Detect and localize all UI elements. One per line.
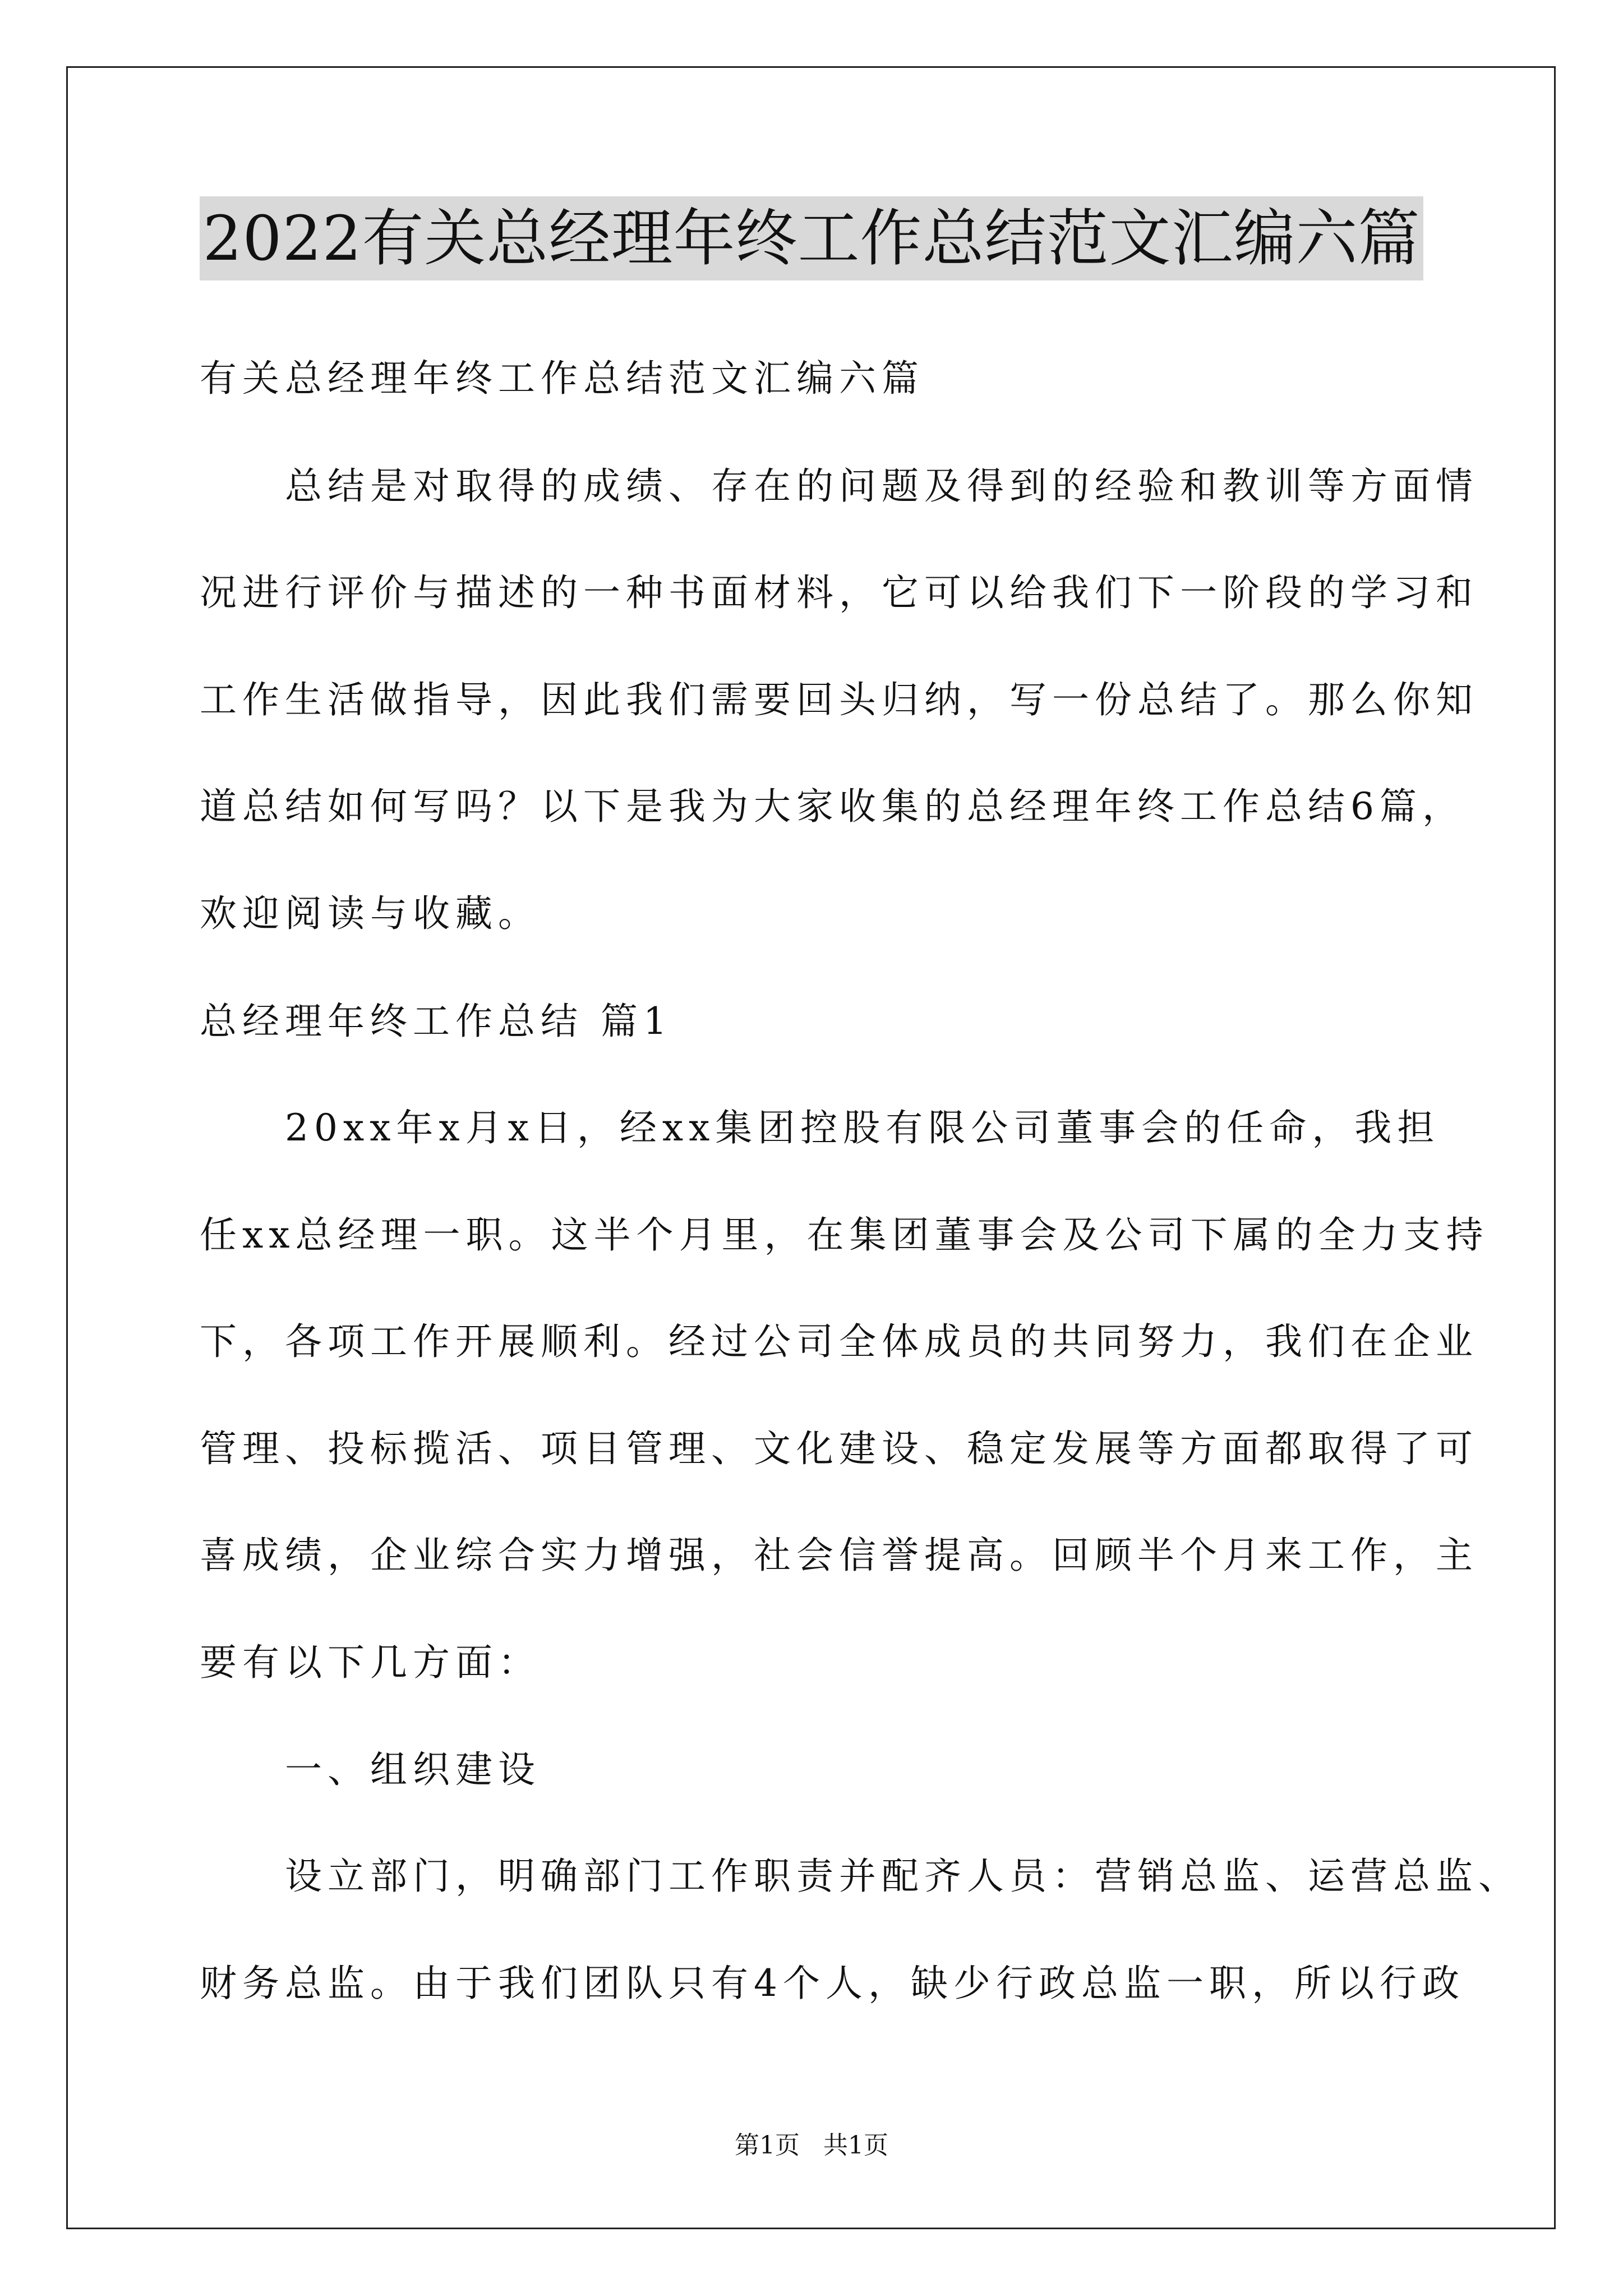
- page-total: 共1页: [823, 2131, 888, 2160]
- paragraph-line: 任xx总经理一职。这半个月里，在集团董事会及公司下属的全力支持: [200, 1213, 1489, 1257]
- paragraph-line: 欢迎阅读与收藏。: [200, 892, 541, 935]
- document-title: 2022有关总经理年终工作总结范文汇编六篇: [200, 196, 1424, 280]
- paragraph-line: 总结是对取得的成绩、存在的问题及得到的经验和教训等方面情: [200, 464, 1478, 508]
- paragraph-line: 设立部门，明确部门工作职责并配齐人员：营销总监、运营总监、: [200, 1855, 1521, 1898]
- paragraph-line: 20xx年x月x日，经xx集团控股有限公司董事会的任命，我担: [200, 1106, 1440, 1149]
- page-number: 第1页: [735, 2131, 800, 2160]
- paragraph-line: 工作生活做指导，因此我们需要回头归纳，写一份总结了。那么你知: [200, 678, 1478, 721]
- subtitle-line: 有关总经理年终工作总结范文汇编六篇: [200, 357, 924, 400]
- paragraph-line: 财务总监。由于我们团队只有4个人，缺少行政总监一职，所以行政: [200, 1962, 1465, 2005]
- paragraph-line: 况进行评价与描述的一种书面材料，它可以给我们下一阶段的学习和: [200, 571, 1478, 614]
- paragraph-line: 道总结如何写吗？以下是我为大家收集的总经理年终工作总结6篇，: [200, 785, 1465, 828]
- paragraph-line: 喜成绩，企业综合实力增强，社会信誉提高。回顾半个月来工作，主: [200, 1534, 1478, 1577]
- paragraph-line: 下，各项工作开展顺利。经过公司全体成员的共同努力，我们在企业: [200, 1320, 1478, 1363]
- title-wrap: [0, 196, 1623, 280]
- paragraph-line: 要有以下几方面：: [200, 1641, 541, 1684]
- subsection-heading: 一、组织建设: [200, 1748, 541, 1791]
- paragraph-line: 管理、投标揽活、项目管理、文化建设、稳定发展等方面都取得了可: [200, 1427, 1478, 1470]
- section-heading: 总经理年终工作总结 篇1: [200, 1000, 672, 1043]
- page-footer: [0, 2129, 1623, 2162]
